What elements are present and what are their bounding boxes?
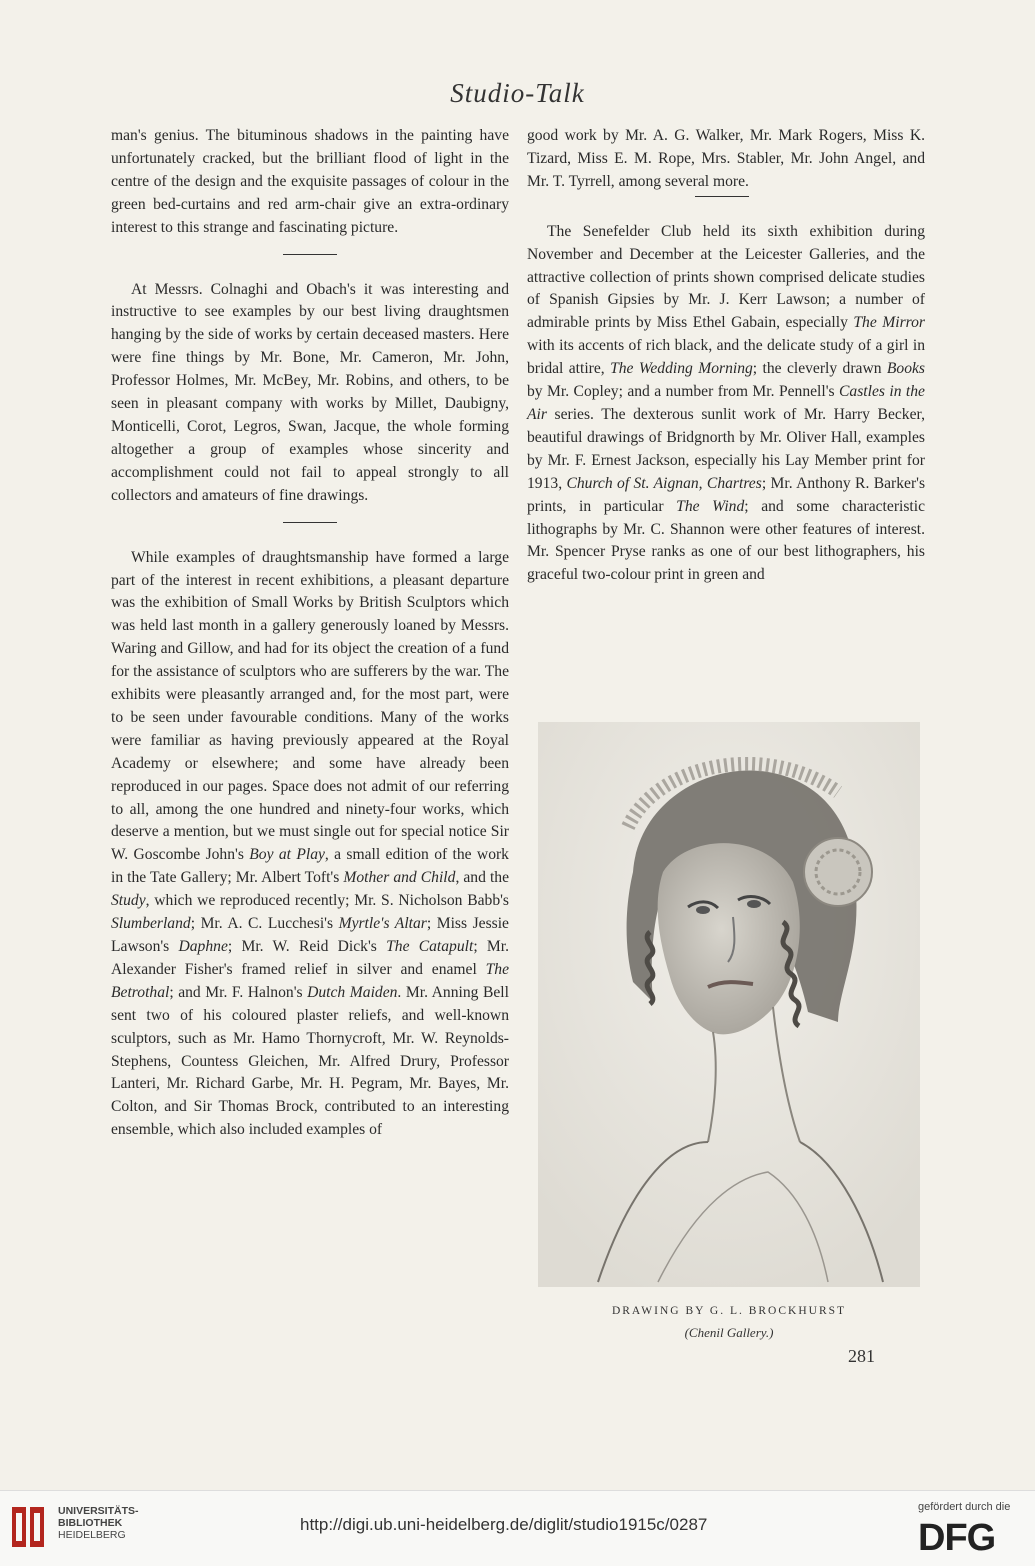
- dfg-logo: DFG: [918, 1517, 996, 1559]
- portrait-drawing: [538, 722, 920, 1287]
- page-header: Studio-Talk: [450, 78, 585, 108]
- artwork-title: Mother and Child: [343, 869, 456, 887]
- right-column: [527, 125, 925, 587]
- divider: [283, 522, 337, 523]
- library-name: UNIVERSITÄTS- BIBLIOTHEK HEIDELBERG: [58, 1505, 139, 1541]
- figure-credit: (Chenil Gallery.): [684, 1325, 774, 1340]
- artwork-title: The Betrothal: [111, 960, 509, 1001]
- left-column: [111, 125, 509, 1142]
- artwork-title: Boy at Play: [249, 846, 325, 864]
- artwork-title: Books: [886, 360, 925, 378]
- divider: [283, 254, 337, 255]
- artwork-title: The Mirror: [853, 314, 925, 332]
- artwork-title: Church of St. Aignan, Chartres: [566, 474, 762, 492]
- paragraph: At Messrs. Colnaghi and Obach's it was interesting and instructive to see examples by our best living draughtsmen hanging by the side of works by certain deceased masters. Here were fine things by Mr. Bone, Mr. Cameron, Mr. John, Professor Holmes, Mr. McBey, Mr. Robins, and others, to be seen in pleasant company with works by Millet, Daubigny, Monticelli, Corot, Legros, Swan, Jacque, the whole forming altogether a group of examples whose sincerity and accomplishment could not fail to appeal strongly to all collectors and amateurs of fine drawings.: [111, 280, 509, 504]
- library-logo-icon: [10, 1503, 48, 1551]
- paragraph: While examples of draughtsmanship have formed a large part of the interest in recent exhibitions, a pleasant departure was the exhibition of Small Works by British Sculptors which was held last month in a gallery generously loaned by Messrs. Waring and Gillow, and had for its object the creation of a fund for the assistance of sculptors who are sufferers by the war. The exhibits were pleasantly arranged and, for the most part, were to be seen under favourable conditions. Many of the works were familiar as having previously appeared at the Royal Academy or elsewhere; and some have already been reproduced in our pages. Space does not admit of our referring to all, among the one hundred and ninety-four works, which deserve a mention, but we must single out for special notice Sir W. Goscombe John's Boy at Play, a small edition of the work in the Tate Gallery; Mr. Albert Toft's Mother and Child, and the Study, which we reproduced recently; Mr. S. Nicholson Babb's Slumberland; Mr. A. C. Lucchesi's Myrtle's Altar; Miss Jessie Lawson's Daphne; Mr. W. Reid Dick's The Catapult; Mr. Alexander Fisher's framed relief in silver and enamel The Betrothal; and Mr. F. Halnon's Dutch Maiden. Mr. Anning Bell sent two of his coloured plaster reliefs, and well-known sculptors, such as Mr. Hamo Thornycroft, Mr. W. Reynolds-Stephens, Countess Gleichen, Mr. Alfred Drury, Professor Lanteri, Mr. Richard Garbe, Mr. H. Pegram, Mr. Bayes, Mr. Colton, and Sir Thomas Brock, contributed to an interesting ensemble, which also included examples of: [111, 548, 510, 1139]
- divider: [695, 196, 749, 197]
- artwork-title: The Catapult: [386, 938, 474, 955]
- page-number: 281: [848, 1346, 875, 1366]
- artwork-title: Dutch Maiden: [307, 983, 398, 1001]
- artwork-title: Castles in the Air: [527, 383, 925, 423]
- artwork-title: Slumberland: [111, 915, 191, 933]
- paragraph: man's genius. The bituminous shadows in the painting have unfortunately cracked, but the brilliant flood of light in the centre of the design and the exquisite passages of colour in the green bed-curtains and red arm-chair give an extra-ordinary interest to this strange and fascinating picture.: [111, 127, 509, 236]
- funded-by-label: gefördert durch die: [918, 1501, 1011, 1513]
- figure-caption: DRAWING BY G. L. BROCKHURST: [611, 1305, 847, 1317]
- permalink-url[interactable]: http://digi.ub.uni-heidelberg.de/diglit/studio1915c/0287: [300, 1515, 708, 1534]
- artwork-title: Myrtle's Altar: [338, 915, 427, 933]
- paragraph: good work by Mr. A. G. Walker, Mr. Mark Rogers, Miss K. Tizard, Miss E. M. Rope, Mrs. Stabler, Mr. John Angel, and Mr. T. Tyrrell, among several more.: [527, 127, 925, 190]
- artwork-title: Daphne: [178, 938, 228, 955]
- footer-bar: [0, 1490, 1035, 1566]
- artwork-title: Study: [111, 892, 146, 910]
- artwork-title: The Wind: [676, 497, 745, 515]
- paragraph: The Senefelder Club held its sixth exhibition during November and December at the Leicester Galleries, and the attractive collection of prints shown comprised delicate studies of Spanish Gipsies by Mr. J. Kerr Lawson; a number of admirable prints by Miss Ethel Gabain, especially The Mirror with its accents of rich black, and the delicate study of a girl in bridal attire, The Wedding Morning; the cleverly drawn Books by Mr. Copley; and a number from Mr. Pennell's Castles in the Air series. The dexterous sunlit work of Mr. Harry Becker, beautiful drawings of Bridgnorth by Mr. Oliver Hall, examples by Mr. F. Ernest Jackson, especially his Lay Member print for 1913, Church of St. Aignan, Chartres; Mr. Anthony R. Barker's prints, in particular The Wind; and some characteristic lithographs by Mr. C. Shannon were other features of interest. Mr. Spencer Pryse ranks as one of our best lithographers, his graceful two-colour print in green and: [527, 222, 926, 584]
- artwork-title: The Wedding Morning: [610, 360, 753, 378]
